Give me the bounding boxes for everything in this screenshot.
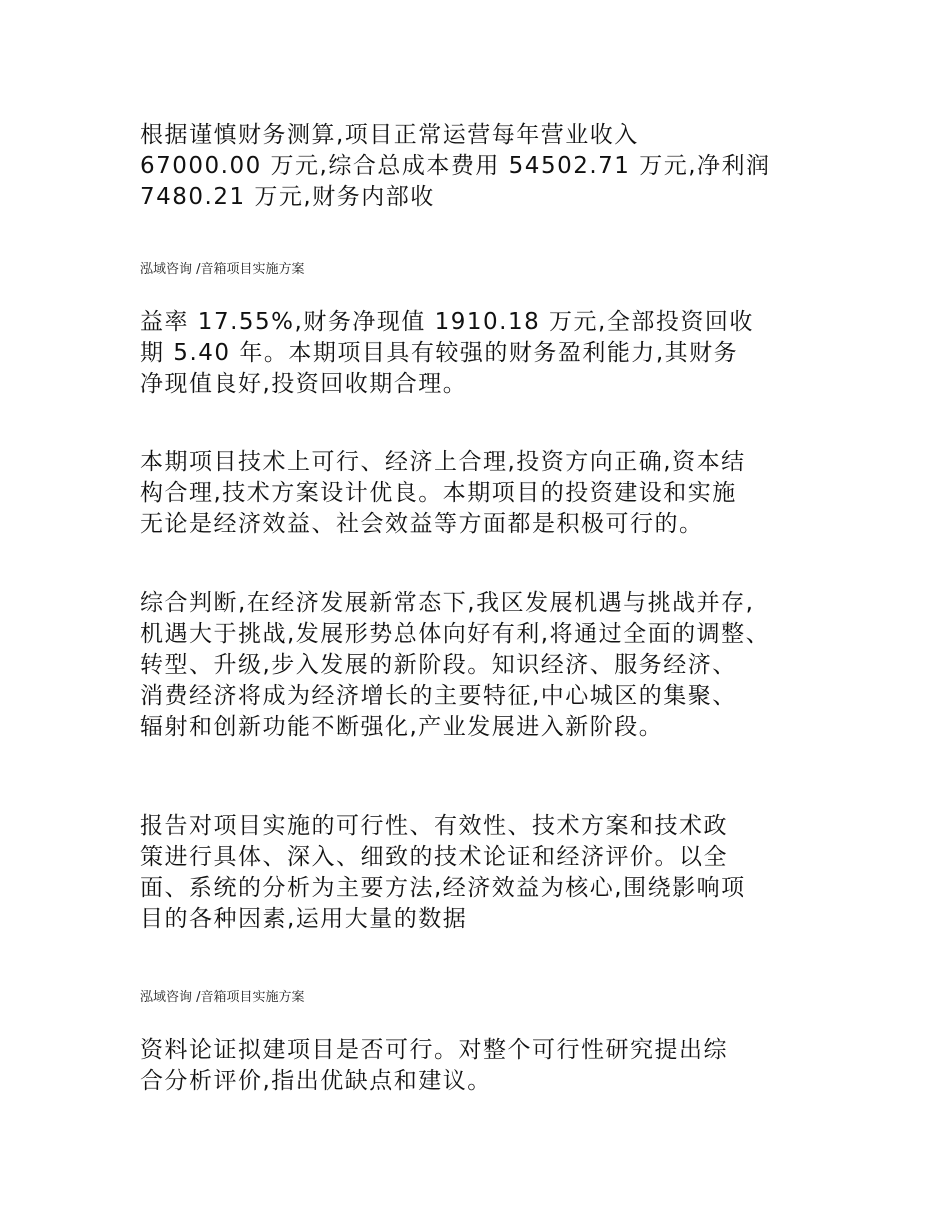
running-header: 泓域咨询 /音箱项目实施方案 <box>140 262 305 277</box>
paragraph-overall-judgment <box>140 588 820 743</box>
paragraph-financial-summary <box>140 120 820 213</box>
text-line: 目的各种因素,运用大量的数据 <box>140 906 468 932</box>
running-header: 泓域咨询 /音箱项目实施方案 <box>140 990 305 1005</box>
text-line: 无论是经济效益、社会效益等方面都是积极可行的。 <box>140 511 704 537</box>
paragraph-return-rate <box>140 307 820 400</box>
text-line: 益率 17.55%,财务净现值 1910.18 万元,全部投资回收 <box>140 309 754 335</box>
text-line: 机遇大于挑战,发展形势总体向好有利,将通过全面的调整、 <box>140 621 771 647</box>
text-line: 期 5.40 年。本期项目具有较强的财务盈利能力,其财务 <box>140 340 739 366</box>
text-line: 转型、升级,步入发展的新阶段。知识经济、服务经济、 <box>140 652 737 678</box>
paragraph-conclusion <box>140 1035 820 1097</box>
text-line: 合分析评价,指出优缺点和建议。 <box>140 1068 492 1094</box>
text-line: 消费经济将成为经济增长的主要特征,中心城区的集聚、 <box>140 683 737 709</box>
text-line: 7480.21 万元,财务内部收 <box>140 184 435 210</box>
paragraph-report-method <box>140 811 820 935</box>
text-line: 辐射和创新功能不断强化,产业发展进入新阶段。 <box>140 714 664 740</box>
text-line: 净现值良好,投资回收期合理。 <box>140 371 468 397</box>
paragraph-feasibility <box>140 447 820 540</box>
text-line: 本期项目技术上可行、经济上合理,投资方向正确,资本结 <box>140 449 746 475</box>
text-line: 67000.00 万元,综合总成本费用 54502.71 万元,净利润 <box>140 153 771 179</box>
text-line: 构合理,技术方案设计优良。本期项目的投资建设和实施 <box>140 480 737 506</box>
text-line: 策进行具体、深入、细致的技术论证和经济评价。以全 <box>140 844 728 870</box>
text-line: 综合判断,在经济发展新常态下,我区发展机遇与挑战并存, <box>140 590 755 616</box>
text-line: 面、系统的分析为主要方法,经济效益为核心,围绕影响项 <box>140 875 746 901</box>
text-line: 资料论证拟建项目是否可行。对整个可行性研究提出综 <box>140 1037 728 1063</box>
text-line: 报告对项目实施的可行性、有效性、技术方案和技术政 <box>140 813 728 839</box>
text-line: 根据谨慎财务测算,项目正常运营每年营业收入 <box>140 122 639 148</box>
